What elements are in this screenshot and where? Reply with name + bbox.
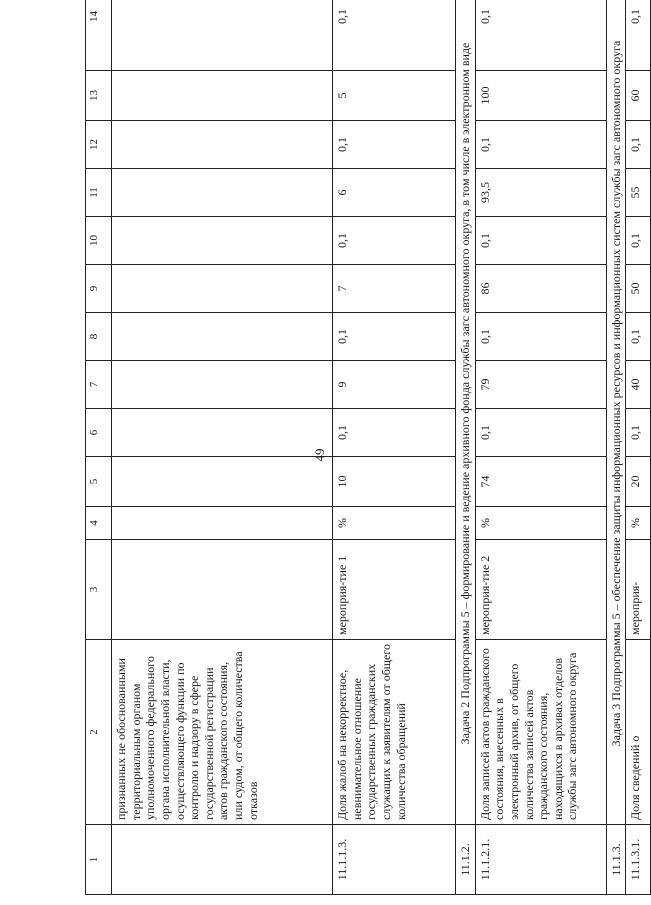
- row-code: 11.1.1.3.: [333, 825, 456, 895]
- task-text: Задача 2 Подпрограммы 5 – формирование и ведение архивного фонда службы загс автономного округа, в том числе в электронном виде: [456, 0, 476, 825]
- value-cell: 50: [626, 265, 651, 313]
- header-cell: 12: [86, 121, 112, 169]
- row-basis: мероприя-тие 2: [475, 540, 606, 640]
- header-cell: 8: [86, 313, 112, 361]
- value-cell: 0,1: [475, 121, 606, 169]
- value-cell: 0,1: [333, 0, 456, 71]
- value-cell: 0,1: [475, 313, 606, 361]
- row-basis: [112, 540, 333, 640]
- value-cell: 0,1: [626, 409, 651, 457]
- value-cell: 100: [475, 71, 606, 121]
- header-cell: 11: [86, 169, 112, 217]
- row-unit: %: [626, 507, 651, 540]
- row-code: 11.1.3.1.: [626, 825, 651, 895]
- row-basis: мероприя-: [626, 540, 651, 640]
- value-cell: 0,1: [333, 121, 456, 169]
- value-cell: 79: [475, 361, 606, 409]
- row-unit: %: [333, 507, 456, 540]
- value-cell: 40: [626, 361, 651, 409]
- value-cell: 0,1: [626, 217, 651, 265]
- row-code: [112, 825, 333, 895]
- task-row: [606, 0, 626, 895]
- value-cell: 60: [626, 71, 651, 121]
- rotated-page: [85, 0, 650, 895]
- row-name: Доля жалоб на некорректное, невнимательное отношение государственных гражданских служащих к заявителям от общего количества обращений: [333, 640, 456, 825]
- task-code: 11.1.3.: [606, 825, 626, 895]
- header-cell: 13: [86, 71, 112, 121]
- row-name: Доля записей актов гражданского состояния, внесенных в электронный архив, от общего количества записей актов гражданского состояния, находящихся в архивах отделов службы загс автономного округа: [475, 640, 606, 825]
- value-cell: 86: [475, 265, 606, 313]
- value-cell: 0,1: [333, 313, 456, 361]
- value-cell: 7: [333, 265, 456, 313]
- value-cell: 74: [475, 457, 606, 507]
- table-row: [112, 0, 333, 895]
- value-cell: 93,5: [475, 169, 606, 217]
- header-cell: 3: [86, 540, 112, 640]
- value-cell: 0,1: [475, 409, 606, 457]
- value-cell: [112, 121, 333, 169]
- header-cell: 6: [86, 409, 112, 457]
- value-cell: [112, 0, 333, 71]
- value-cell: [112, 457, 333, 507]
- value-cell: [112, 409, 333, 457]
- value-cell: 0,1: [475, 0, 606, 71]
- value-cell: 6: [333, 169, 456, 217]
- value-cell: 10: [333, 457, 456, 507]
- task-code: 11.1.2.: [456, 825, 476, 895]
- value-cell: [112, 217, 333, 265]
- row-name: признанных не обоснованными территориальным органом уполномоченного федерального органа исполнительной власти, осуществляющего функции по контролю и надзору в сфере государственной регистрации актов гражданского состояния, или судом, от общего количества отказов: [112, 640, 333, 825]
- row-unit: %: [475, 507, 606, 540]
- table-row: [333, 0, 456, 895]
- value-cell: [112, 265, 333, 313]
- value-cell: [112, 71, 333, 121]
- header-row: [86, 0, 112, 895]
- header-cell: 5: [86, 457, 112, 507]
- header-cell: 14: [86, 0, 112, 71]
- header-cell: 9: [86, 265, 112, 313]
- value-cell: 0,1: [626, 0, 651, 71]
- header-cell: 1: [86, 825, 112, 895]
- value-cell: 0,1: [626, 313, 651, 361]
- value-cell: [112, 361, 333, 409]
- row-name: Доля сведений о: [626, 640, 651, 825]
- value-cell: [112, 313, 333, 361]
- value-cell: 0,1: [333, 217, 456, 265]
- header-cell: 10: [86, 217, 112, 265]
- value-cell: 0,1: [626, 121, 651, 169]
- value-cell: 0,1: [475, 217, 606, 265]
- row-basis: мероприя-тие 1: [333, 540, 456, 640]
- header-cell: 7: [86, 361, 112, 409]
- value-cell: 55: [626, 169, 651, 217]
- value-cell: 20: [626, 457, 651, 507]
- page-number: 49: [312, 448, 327, 462]
- value-cell: [112, 169, 333, 217]
- row-code: 11.1.2.1.: [475, 825, 606, 895]
- header-cell: 2: [86, 640, 112, 825]
- task-text: Задача 3 Подпрограммы 5 – обеспечение защиты информационных ресурсов и информационных систем службы загс автономного округа: [606, 0, 626, 825]
- value-cell: 9: [333, 361, 456, 409]
- task-row: [456, 0, 476, 895]
- value-cell: 5: [333, 71, 456, 121]
- table-row: [475, 0, 606, 895]
- row-unit: [112, 507, 333, 540]
- table-row: [626, 0, 651, 895]
- indicators-table: [85, 0, 651, 895]
- value-cell: 0,1: [333, 409, 456, 457]
- header-cell: 4: [86, 507, 112, 540]
